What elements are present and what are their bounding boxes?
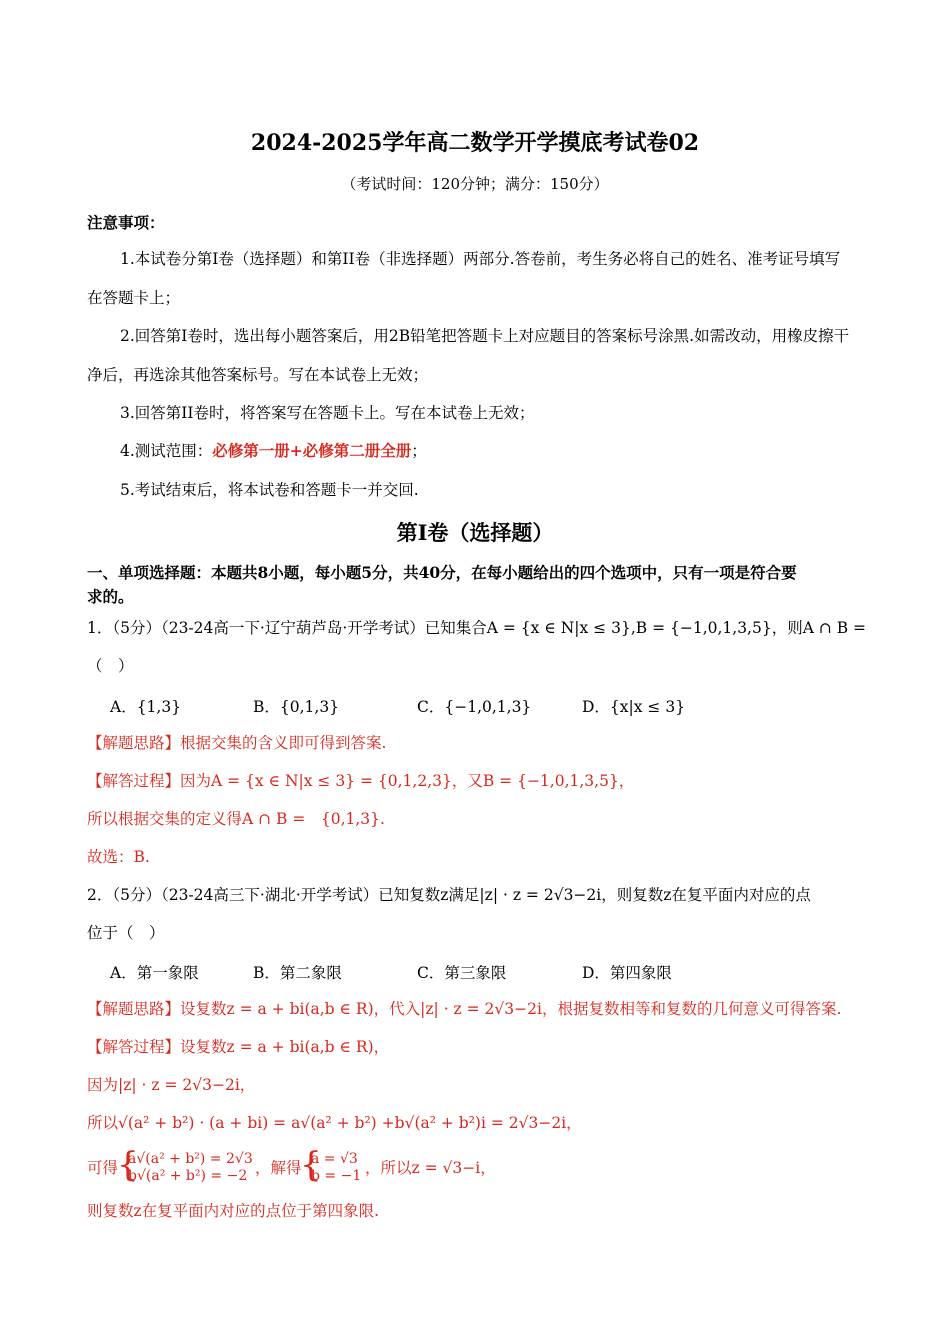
- q1-answer: 故选：B.: [87, 848, 150, 866]
- q1-process: 【解答过程】因为A = {x ∈ N|x ≤ 3} = {0,1,2,3}，又B = {−1,0,1,3,5}，: [87, 772, 635, 790]
- q1-stem-cont: （ ）: [87, 657, 134, 675]
- notice-item-4-prefix: 4.测试范围：: [120, 442, 213, 460]
- q2-keyi: 可得: [87, 1159, 119, 1177]
- q2-system-1: [128, 1151, 253, 1185]
- page-title: 2024-2025学年高二数学开学摸底考试卷02: [250, 130, 700, 156]
- notice-item-4-suffix: ；: [411, 442, 427, 460]
- notice-item-1-cont: 在答题卡上；: [87, 289, 181, 307]
- q2-stem: 2．（5分）（23-24高三下·湖北·开学考试）已知复数z满足|z| · z = 2√3−2i，则复数z在复平面内对应的点: [87, 886, 811, 904]
- q2-conclusion: 则复数z在复平面内对应的点位于第四象限.: [87, 1202, 380, 1220]
- q2-idea: 【解题思路】设复数z = a + bi(a,b ∈ R)，代入|z| · z = 2√3−2i，根据复数相等和复数的几何意义可得答案.: [87, 1000, 842, 1018]
- q1-idea: 【解题思路】根据交集的含义即可得到答案.: [87, 734, 387, 752]
- q1-process-cont: 所以根据交集的定义得A ∩ B = {0,1,3}.: [87, 810, 385, 828]
- notice-item-1: 1.本试卷分第I卷（选择题）和第II卷（非选择题）两部分.答卷前，考生务必将自己的姓名、准考证号填写: [120, 250, 841, 268]
- notice-item-3: 3.回答第II卷时，将答案写在答题卡上。写在本试卷上无效；: [120, 404, 535, 422]
- q2-process-expand: 所以√(a² + b²) · (a + bi) = a√(a² + b²) +b√(a² + b²)i = 2√3−2i，: [87, 1114, 582, 1132]
- notice-item-2: 2.回答第I卷时，选出每小题答案后，用2B铅笔把答题卡上对应题目的答案标号涂黑.如需改动，用橡皮擦干: [120, 327, 850, 345]
- q2-system-1-eq-b: b√(a² + b²) = −2: [128, 1168, 248, 1184]
- q2-system-2-eq-a: a = √3: [311, 1151, 358, 1167]
- q2-system-2: [311, 1151, 361, 1185]
- part1-heading: 一、单项选择题：本题共8小题，每小题5分，共40分，在每小题给出的四个选项中，只有一项是符合要: [87, 563, 797, 582]
- q2-option-c: C．第三象限: [417, 964, 507, 982]
- notice-heading: 注意事项：: [87, 213, 165, 232]
- test-scope: 必修第一册+必修第二册全册: [212, 441, 412, 460]
- brace-left-1: {: [117, 1145, 139, 1185]
- q2-jiede: ，解得: [255, 1159, 302, 1177]
- q1-option-a: A．{1,3}: [110, 698, 182, 716]
- q2-process: 【解答过程】设复数z = a + bi(a,b ∈ R)，: [87, 1038, 390, 1056]
- notice-item-4: [120, 441, 427, 461]
- brace-left-2: {: [300, 1145, 322, 1185]
- q1-option-c: C．{−1,0,1,3}: [417, 698, 532, 716]
- q2-option-b: B．第二象限: [253, 964, 342, 982]
- q2-system-1-eq-a: a√(a² + b²) = 2√3: [128, 1151, 253, 1167]
- q2-system-2-eq-b: b = −1: [311, 1168, 362, 1184]
- notice-item-2-cont: 净后，再选涂其他答案标号。写在本试卷上无效；: [87, 366, 429, 384]
- q2-stem-cont: 位于（ ）: [87, 924, 165, 942]
- q2-suoyi: ，所以z = √3−i，: [365, 1159, 496, 1177]
- part1-heading-cont: 求的。: [87, 587, 134, 606]
- q1-option-d: D．{x|x ≤ 3}: [582, 698, 686, 716]
- section-title: 第I卷（选择题）: [396, 520, 554, 545]
- q2-process-cont: 因为|z| · z = 2√3−2i，: [87, 1076, 256, 1094]
- notice-item-5: 5.考试结束后，将本试卷和答题卡一并交回.: [120, 481, 419, 499]
- q1-option-b: B．{0,1,3}: [253, 698, 340, 716]
- q1-stem: 1．（5分）（23-24高一下·辽宁葫芦岛·开学考试）已知集合A = {x ∈ N|x ≤ 3},B = {−1,0,1,3,5}，则A ∩ B =: [87, 619, 867, 637]
- exam-info: （考试时间：120分钟；满分：150分）: [341, 175, 609, 193]
- q2-option-a: A．第一象限: [110, 964, 199, 982]
- q2-option-d: D．第四象限: [582, 964, 672, 982]
